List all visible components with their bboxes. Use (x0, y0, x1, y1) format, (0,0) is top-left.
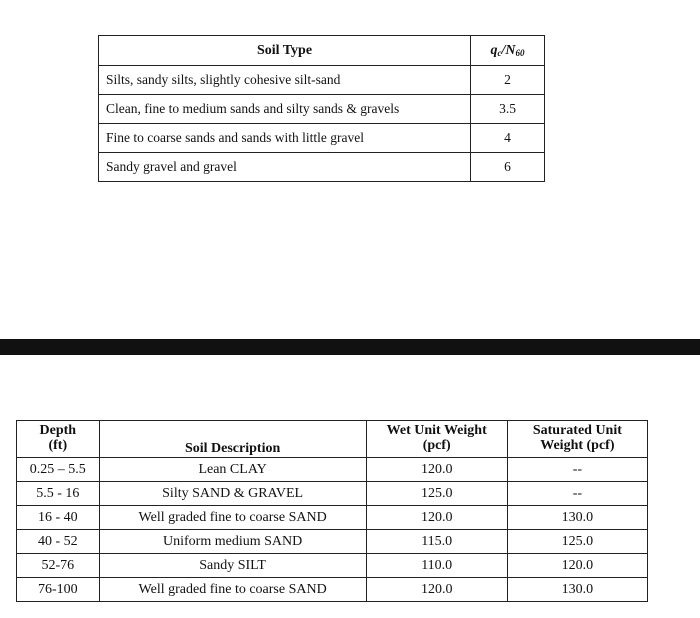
depth-cell: 40 - 52 (17, 530, 100, 554)
soil-type-header: Soil Type (99, 36, 471, 66)
depth-header-line1: Depth (39, 423, 77, 438)
soil-description-cell: Uniform medium SAND (99, 530, 366, 554)
saturated-weight-cell: 130.0 (507, 578, 647, 602)
soil-description-header: Soil Description (99, 421, 366, 458)
soil-description-cell: Lean CLAY (99, 458, 366, 482)
ratio-cell: 2 (471, 66, 545, 95)
saturated-weight-cell: 120.0 (507, 554, 647, 578)
ratio-cell: 4 (471, 124, 545, 153)
soil-profile-table (16, 420, 648, 602)
saturated-weight-cell: -- (507, 458, 647, 482)
wet-weight-cell: 110.0 (366, 554, 507, 578)
soil-description-cell: Well graded fine to coarse SAND (99, 578, 366, 602)
sat-header-line1: Saturated Unit (532, 423, 622, 438)
saturated-weight-cell: -- (507, 482, 647, 506)
table-header-row (17, 421, 648, 458)
ratio-sub-60: 60 (515, 47, 525, 58)
table-row (99, 66, 545, 95)
saturated-weight-cell: 130.0 (507, 506, 647, 530)
soil-type-cell: Silts, sandy silts, slightly cohesive silt-sand (99, 66, 471, 95)
ratio-cell: 3.5 (471, 95, 545, 124)
table-row (17, 578, 648, 602)
soil-type-ratio-table (98, 35, 545, 182)
wet-weight-cell: 120.0 (366, 506, 507, 530)
wet-unit-weight-header (366, 421, 507, 458)
wet-weight-cell: 115.0 (366, 530, 507, 554)
qc-n60-header (471, 36, 545, 66)
soil-description-cell: Silty SAND & GRAVEL (99, 482, 366, 506)
saturated-weight-cell: 125.0 (507, 530, 647, 554)
saturated-unit-weight-header (507, 421, 647, 458)
ratio-n: /N (501, 42, 516, 58)
soil-type-cell: Sandy gravel and gravel (99, 153, 471, 182)
table-header-row (99, 36, 545, 66)
soil-description-cell: Sandy SILT (99, 554, 366, 578)
table-row (17, 554, 648, 578)
table-row (17, 482, 648, 506)
soil-type-cell: Clean, fine to medium sands and silty sands & gravels (99, 95, 471, 124)
table-row (99, 95, 545, 124)
depth-cell: 52-76 (17, 554, 100, 578)
depth-cell: 76-100 (17, 578, 100, 602)
depth-cell: 0.25 – 5.5 (17, 458, 100, 482)
wet-weight-cell: 125.0 (366, 482, 507, 506)
depth-header (17, 421, 100, 458)
depth-header-line2: (ft) (48, 438, 68, 453)
wet-weight-cell: 120.0 (366, 578, 507, 602)
ratio-q: q (490, 42, 498, 58)
table-row (17, 506, 648, 530)
table-row (17, 530, 648, 554)
table-row (99, 153, 545, 182)
depth-cell: 5.5 - 16 (17, 482, 100, 506)
soil-type-cell: Fine to coarse sands and sands with little gravel (99, 124, 471, 153)
wet-weight-cell: 120.0 (366, 458, 507, 482)
depth-cell: 16 - 40 (17, 506, 100, 530)
soil-description-cell: Well graded fine to coarse SAND (99, 506, 366, 530)
table-row (17, 458, 648, 482)
wet-header-line2: (pcf) (422, 438, 451, 453)
wet-header-line1: Wet Unit Weight (386, 423, 487, 438)
sat-header-line2: Weight (pcf) (540, 438, 615, 453)
section-divider-band (0, 339, 700, 355)
ratio-sub-c: c (497, 47, 502, 58)
ratio-cell: 6 (471, 153, 545, 182)
table-row (99, 124, 545, 153)
